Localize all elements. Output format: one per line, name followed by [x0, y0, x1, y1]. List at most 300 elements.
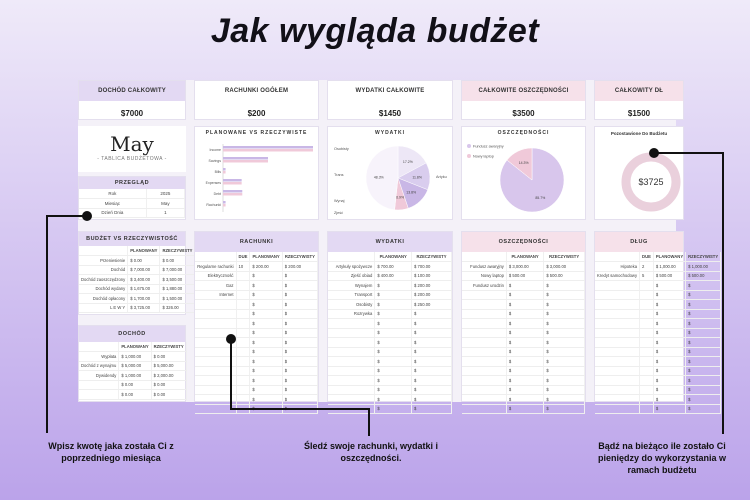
- month-field[interactable]: May: [146, 199, 184, 209]
- column-header: [328, 252, 375, 262]
- value-cell[interactable]: $: [250, 281, 282, 291]
- table-row: [328, 262, 452, 272]
- table-title: BUDŻET VS RZECZYWISTOŚĆ: [79, 232, 185, 246]
- value-cell[interactable]: $: [653, 347, 685, 357]
- table-row: [195, 376, 318, 386]
- value-cell[interactable]: $: [653, 309, 685, 319]
- value-cell[interactable]: $: [686, 309, 721, 319]
- value-cell[interactable]: $: [544, 347, 585, 357]
- value-cell[interactable]: $: [412, 309, 452, 319]
- value-cell[interactable]: $: [412, 366, 452, 376]
- row-label-cell: [462, 366, 506, 376]
- value-cell[interactable]: $ 7,000.00: [160, 265, 195, 275]
- value-cell[interactable]: $ 250.00: [412, 300, 452, 310]
- row-label-cell: [595, 309, 640, 319]
- month-name: May: [110, 132, 154, 156]
- savings-pie-svg: [462, 136, 587, 220]
- value-cell[interactable]: $ 200.00: [412, 281, 452, 291]
- bar-actual: [223, 160, 268, 163]
- bar-category-label: Debt: [213, 192, 221, 196]
- value-cell[interactable]: $: [375, 309, 412, 319]
- value-cell[interactable]: $ 0.00: [160, 256, 195, 266]
- column-header: RZECZYWISTY: [160, 246, 195, 256]
- value-cell[interactable]: $: [282, 385, 317, 395]
- value-cell[interactable]: $ 7,000.00: [128, 265, 160, 275]
- value-cell[interactable]: $: [250, 338, 282, 348]
- value-cell[interactable]: $ 1,700.00: [128, 294, 160, 304]
- row-label-cell: [462, 357, 506, 367]
- row-label-cell: [328, 357, 375, 367]
- row-label-cell: Dochód: [79, 265, 128, 275]
- value-cell[interactable]: [640, 300, 654, 310]
- value-cell[interactable]: $: [506, 347, 543, 357]
- value-cell[interactable]: $: [653, 366, 685, 376]
- value-cell[interactable]: [640, 309, 654, 319]
- value-cell[interactable]: $: [250, 271, 282, 281]
- column-header: PLANOWANY: [375, 252, 412, 262]
- value-cell[interactable]: $: [250, 328, 282, 338]
- row-label-cell: [328, 347, 375, 357]
- value-cell[interactable]: $: [544, 338, 585, 348]
- value-cell[interactable]: [236, 309, 250, 319]
- table-row: [195, 357, 318, 367]
- table-row: [328, 290, 452, 300]
- value-cell[interactable]: $: [686, 290, 721, 300]
- value-cell[interactable]: $: [653, 328, 685, 338]
- value-cell[interactable]: $: [282, 338, 317, 348]
- table-row: [462, 290, 585, 300]
- value-cell[interactable]: $ 5,000.00: [119, 361, 151, 371]
- headline: Jak wygląda budżet: [210, 12, 540, 50]
- table-row: [595, 309, 721, 319]
- value-cell[interactable]: [640, 319, 654, 329]
- value-cell[interactable]: [236, 347, 250, 357]
- value-cell[interactable]: $ 3,000.00: [544, 262, 585, 272]
- row-label-cell: Artykuły spożywcze: [328, 262, 375, 272]
- value-cell[interactable]: $: [412, 319, 452, 329]
- value-cell[interactable]: $: [506, 281, 543, 291]
- value-cell[interactable]: $ 1,000.00: [686, 262, 721, 272]
- row-label-cell: [595, 404, 640, 414]
- value-cell[interactable]: $: [506, 376, 543, 386]
- value-cell[interactable]: $: [544, 300, 585, 310]
- table-row: [462, 366, 585, 376]
- value-cell[interactable]: $: [506, 290, 543, 300]
- value-cell[interactable]: $ 1,500.00: [160, 294, 195, 304]
- value-cell[interactable]: [640, 395, 654, 405]
- table-row: [195, 262, 318, 272]
- value-cell[interactable]: $: [250, 300, 282, 310]
- value-cell[interactable]: $: [282, 271, 317, 281]
- value-cell[interactable]: $: [653, 357, 685, 367]
- row-label-cell: [195, 319, 236, 329]
- value-cell[interactable]: $: [250, 366, 282, 376]
- value-cell[interactable]: $: [282, 347, 317, 357]
- value-cell[interactable]: $ 3,725.00: [128, 303, 160, 313]
- value-cell[interactable]: 2: [640, 262, 654, 272]
- value-cell[interactable]: $: [653, 319, 685, 329]
- value-cell[interactable]: $ 3,500.00: [160, 275, 195, 285]
- row-label-cell: [79, 380, 119, 390]
- value-cell[interactable]: $ 200.00: [250, 262, 282, 272]
- row-label-cell: Przeniesienie: [79, 256, 128, 266]
- column-header: DUE: [640, 252, 654, 262]
- row-label-cell: [462, 338, 506, 348]
- value-cell[interactable]: $ 1,880.00: [160, 284, 195, 294]
- value-cell[interactable]: $: [506, 366, 543, 376]
- value-cell[interactable]: $: [544, 366, 585, 376]
- row-label-cell: [328, 338, 375, 348]
- day-field[interactable]: 1: [146, 208, 184, 218]
- value-cell[interactable]: $: [375, 395, 412, 405]
- value-cell[interactable]: $: [686, 319, 721, 329]
- value-cell[interactable]: [236, 300, 250, 310]
- bar-category-label: Savings: [208, 159, 221, 163]
- value-cell[interactable]: $: [412, 328, 452, 338]
- table-header-row: [328, 252, 452, 262]
- table-row: [595, 319, 721, 329]
- table-row: [79, 265, 195, 275]
- row-label-cell: Dywidendy: [79, 371, 119, 381]
- value-cell[interactable]: [236, 338, 250, 348]
- value-cell[interactable]: $ 1,675.00: [128, 284, 160, 294]
- value-cell[interactable]: $: [250, 290, 282, 300]
- row-label-cell: Kredyt samochodowy: [595, 271, 640, 281]
- summary-card-value: $1450: [378, 109, 402, 118]
- month-subtitle: - TABLICA BUDŻETOWA -: [97, 156, 167, 162]
- value-cell[interactable]: [236, 319, 250, 329]
- table-title: OSZCZĘDNOŚCI: [462, 232, 585, 252]
- value-cell[interactable]: $: [250, 309, 282, 319]
- row-label-cell: Dochód wydany: [79, 284, 128, 294]
- value-cell[interactable]: $: [653, 290, 685, 300]
- value-cell[interactable]: $: [544, 290, 585, 300]
- table-row: [328, 338, 452, 348]
- value-cell[interactable]: $: [544, 385, 585, 395]
- value-cell[interactable]: 5: [640, 271, 654, 281]
- table-row: [462, 281, 585, 291]
- row-label-cell: [195, 309, 236, 319]
- table-header-row: [79, 342, 186, 352]
- table-row: [595, 271, 721, 281]
- value-cell[interactable]: $: [686, 300, 721, 310]
- table-row: [595, 338, 721, 348]
- value-cell[interactable]: $: [412, 338, 452, 348]
- value-cell[interactable]: $ 0.00: [119, 390, 151, 400]
- row-label-cell: Hipoteka: [595, 262, 640, 272]
- row-label-cell: [595, 281, 640, 291]
- column-header: [462, 252, 506, 262]
- value-cell[interactable]: $ 200.00: [282, 262, 317, 272]
- value-cell[interactable]: $: [653, 404, 685, 414]
- value-cell[interactable]: $ 0.00: [128, 256, 160, 266]
- value-cell[interactable]: $: [375, 319, 412, 329]
- value-cell[interactable]: [640, 357, 654, 367]
- value-cell[interactable]: $: [544, 328, 585, 338]
- value-cell[interactable]: $ 326.00: [160, 303, 195, 313]
- bar-chart-svg: [195, 136, 320, 220]
- value-cell[interactable]: $ 0.00: [151, 390, 186, 400]
- value-cell[interactable]: $: [544, 281, 585, 291]
- value-cell[interactable]: $: [282, 395, 317, 405]
- value-cell[interactable]: $: [282, 376, 317, 386]
- table-row: [328, 347, 452, 357]
- row-label-cell: [462, 319, 506, 329]
- row-label-cell: Elektryczność: [195, 271, 236, 281]
- value-cell[interactable]: [640, 347, 654, 357]
- value-cell[interactable]: $: [412, 385, 452, 395]
- table-row: [595, 281, 721, 291]
- value-cell[interactable]: [236, 385, 250, 395]
- table-row: [462, 328, 585, 338]
- value-cell[interactable]: [236, 376, 250, 386]
- value-cell[interactable]: [640, 290, 654, 300]
- pie-value-label: 11.8%: [412, 175, 423, 180]
- value-cell[interactable]: [640, 404, 654, 414]
- value-cell[interactable]: $: [686, 395, 721, 405]
- value-cell[interactable]: $: [506, 357, 543, 367]
- value-cell[interactable]: $: [375, 366, 412, 376]
- value-cell[interactable]: $ 100.00: [412, 271, 452, 281]
- value-cell[interactable]: $: [250, 395, 282, 405]
- row-label-cell: L E W Y: [79, 303, 128, 313]
- value-cell[interactable]: $: [375, 385, 412, 395]
- value-cell[interactable]: $ 500.00: [544, 271, 585, 281]
- value-cell[interactable]: $: [250, 376, 282, 386]
- value-cell[interactable]: 10: [236, 262, 250, 272]
- value-cell[interactable]: $ 0.00: [151, 380, 186, 390]
- row-label-cell: [462, 309, 506, 319]
- pointer-line: [368, 408, 370, 436]
- row-label-cell: Zjeść obiad: [328, 271, 375, 281]
- value-cell[interactable]: [236, 357, 250, 367]
- legend-label: Fundusz awaryjny: [473, 144, 504, 149]
- value-cell[interactable]: $: [375, 300, 412, 310]
- pie-value-label: 14.3%: [518, 161, 529, 166]
- row-label-cell: [462, 347, 506, 357]
- value-cell[interactable]: $ 700.00: [375, 262, 412, 272]
- value-cell[interactable]: $: [282, 366, 317, 376]
- value-cell[interactable]: $: [506, 309, 543, 319]
- month-card: [78, 126, 186, 172]
- legend-swatch: [467, 154, 471, 158]
- row-label-cell: [595, 347, 640, 357]
- value-cell[interactable]: [236, 271, 250, 281]
- summary-card-value: $7000: [120, 109, 144, 118]
- table-row: [462, 262, 585, 272]
- value-cell[interactable]: $: [653, 300, 685, 310]
- value-cell[interactable]: $: [412, 357, 452, 367]
- value-cell[interactable]: $: [506, 395, 543, 405]
- value-cell[interactable]: $: [282, 328, 317, 338]
- value-cell[interactable]: $: [653, 281, 685, 291]
- table-row: [462, 309, 585, 319]
- debt-table: [594, 231, 719, 412]
- row-label-cell: Internet: [195, 290, 236, 300]
- value-cell[interactable]: $: [686, 338, 721, 348]
- value-cell[interactable]: $: [653, 395, 685, 405]
- table-row: [195, 338, 318, 348]
- caption-left: Wpisz kwotę jaka została Ci z poprzedniego miesiąca: [48, 441, 174, 463]
- bar-actual: [223, 149, 313, 152]
- value-cell[interactable]: $: [686, 281, 721, 291]
- row-label-cell: [595, 385, 640, 395]
- row-label-cell: Regularne rachunki: [195, 262, 236, 272]
- value-cell[interactable]: $: [506, 385, 543, 395]
- value-cell[interactable]: $ 3,400.00: [128, 275, 160, 285]
- table-row: Rok 2025: [79, 189, 185, 199]
- table-row: [195, 328, 318, 338]
- value-cell[interactable]: $: [544, 395, 585, 405]
- value-cell[interactable]: $ 5,000.00: [151, 361, 186, 371]
- value-cell[interactable]: $: [506, 328, 543, 338]
- value-cell[interactable]: $: [282, 357, 317, 367]
- value-cell[interactable]: $: [544, 376, 585, 386]
- value-cell[interactable]: $: [282, 319, 317, 329]
- table-row: [328, 281, 452, 291]
- value-cell[interactable]: [640, 328, 654, 338]
- value-cell[interactable]: $: [250, 357, 282, 367]
- value-cell[interactable]: $: [686, 328, 721, 338]
- table-row: [462, 300, 585, 310]
- expenses-pie-svg: [328, 136, 454, 220]
- savings-pie-chart: [461, 126, 586, 220]
- value-cell[interactable]: $ 2,000.00: [151, 371, 186, 381]
- value-cell[interactable]: $ 500.00: [653, 271, 685, 281]
- value-cell[interactable]: $: [506, 338, 543, 348]
- column-header: PLANOWANY: [250, 252, 282, 262]
- row-label-cell: [595, 376, 640, 386]
- table-title: RACHUNKI: [195, 232, 318, 252]
- value-cell[interactable]: $: [412, 404, 452, 414]
- value-cell[interactable]: $ 700.00: [412, 262, 452, 272]
- row-label-cell: Rozrywka: [328, 309, 375, 319]
- value-cell[interactable]: $: [282, 290, 317, 300]
- summary-card-bills: [194, 80, 319, 120]
- overview-card: [78, 176, 186, 220]
- expenses-table: [327, 231, 453, 412]
- value-cell[interactable]: [640, 385, 654, 395]
- value-cell[interactable]: [236, 281, 250, 291]
- table-row: [79, 275, 195, 285]
- row-label-cell: Wypłata: [79, 352, 119, 362]
- value-cell[interactable]: $: [686, 357, 721, 367]
- value-cell[interactable]: [640, 338, 654, 348]
- value-cell[interactable]: $: [412, 376, 452, 386]
- bar-planned: [223, 201, 226, 204]
- value-cell[interactable]: [236, 328, 250, 338]
- bar-planned: [223, 168, 226, 171]
- value-cell[interactable]: $: [506, 319, 543, 329]
- value-cell[interactable]: $: [686, 385, 721, 395]
- value-cell[interactable]: $: [375, 347, 412, 357]
- value-cell[interactable]: $: [282, 309, 317, 319]
- table-header-row: [79, 246, 195, 256]
- year-field[interactable]: 2025: [146, 189, 184, 199]
- overview-title: PRZEGLĄD: [79, 177, 185, 189]
- table-row: [328, 385, 452, 395]
- column-header: PLANOWANY: [128, 246, 160, 256]
- value-cell[interactable]: [640, 281, 654, 291]
- remaining-value: $3725: [638, 177, 664, 187]
- savings-table: [461, 231, 586, 412]
- row-label-cell: [462, 300, 506, 310]
- budget-spreadsheet: [78, 80, 719, 412]
- value-cell[interactable]: $: [653, 376, 685, 386]
- value-cell[interactable]: $: [686, 404, 721, 414]
- row-label-cell: [462, 395, 506, 405]
- row-label-cell: [462, 290, 506, 300]
- column-header: RZECZYWISTY: [282, 252, 317, 262]
- value-cell[interactable]: $: [544, 404, 585, 414]
- value-cell[interactable]: $: [544, 357, 585, 367]
- value-cell[interactable]: $: [686, 347, 721, 357]
- value-cell[interactable]: $ 1,000.00: [119, 352, 151, 362]
- value-cell[interactable]: $: [653, 338, 685, 348]
- value-cell[interactable]: $: [544, 309, 585, 319]
- value-cell[interactable]: $: [653, 385, 685, 395]
- value-cell[interactable]: $: [375, 328, 412, 338]
- value-cell[interactable]: [640, 376, 654, 386]
- value-cell[interactable]: $ 200.00: [412, 290, 452, 300]
- value-cell[interactable]: $: [412, 347, 452, 357]
- value-cell[interactable]: $: [282, 300, 317, 310]
- value-cell[interactable]: $ 0.00: [119, 380, 151, 390]
- value-cell[interactable]: [236, 290, 250, 300]
- value-cell[interactable]: $: [250, 385, 282, 395]
- table-row: [462, 385, 585, 395]
- value-cell[interactable]: $: [375, 357, 412, 367]
- value-cell[interactable]: [236, 395, 250, 405]
- column-header: PLANOWANY: [119, 342, 151, 352]
- value-cell[interactable]: $: [686, 366, 721, 376]
- value-cell[interactable]: $: [282, 281, 317, 291]
- table-row: [595, 376, 721, 386]
- value-cell[interactable]: $ 400.00: [375, 271, 412, 281]
- value-cell[interactable]: $: [250, 347, 282, 357]
- value-cell[interactable]: $: [375, 376, 412, 386]
- value-cell[interactable]: $: [375, 338, 412, 348]
- row-label-cell: [462, 328, 506, 338]
- value-cell[interactable]: $: [506, 404, 543, 414]
- value-cell[interactable]: $ 3,000.00: [506, 262, 543, 272]
- value-cell[interactable]: $: [686, 376, 721, 386]
- value-cell[interactable]: [236, 366, 250, 376]
- table-title: DŁUG: [595, 232, 683, 252]
- row-label-cell: [328, 366, 375, 376]
- value-cell[interactable]: $ 500.00: [686, 271, 721, 281]
- planned-vs-actual-chart: [194, 126, 319, 220]
- table-row: [328, 309, 452, 319]
- value-cell[interactable]: $ 1,000.00: [119, 371, 151, 381]
- value-cell[interactable]: $: [375, 281, 412, 291]
- table-row: Miesiąc May: [79, 199, 185, 209]
- bar-category-label: Expenses: [205, 181, 221, 185]
- value-cell[interactable]: $: [506, 300, 543, 310]
- value-cell[interactable]: $: [375, 404, 412, 414]
- table-row: [195, 385, 318, 395]
- value-cell[interactable]: $: [250, 319, 282, 329]
- value-cell[interactable]: $: [375, 290, 412, 300]
- value-cell[interactable]: [640, 366, 654, 376]
- bar-category-label: Rachunki: [206, 203, 221, 207]
- value-cell[interactable]: $: [412, 395, 452, 405]
- value-cell[interactable]: $: [544, 319, 585, 329]
- table-row: [462, 338, 585, 348]
- value-cell[interactable]: $ 0.00: [151, 352, 186, 362]
- value-cell[interactable]: $ 500.00: [506, 271, 543, 281]
- value-cell[interactable]: $ 1,000.00: [653, 262, 685, 272]
